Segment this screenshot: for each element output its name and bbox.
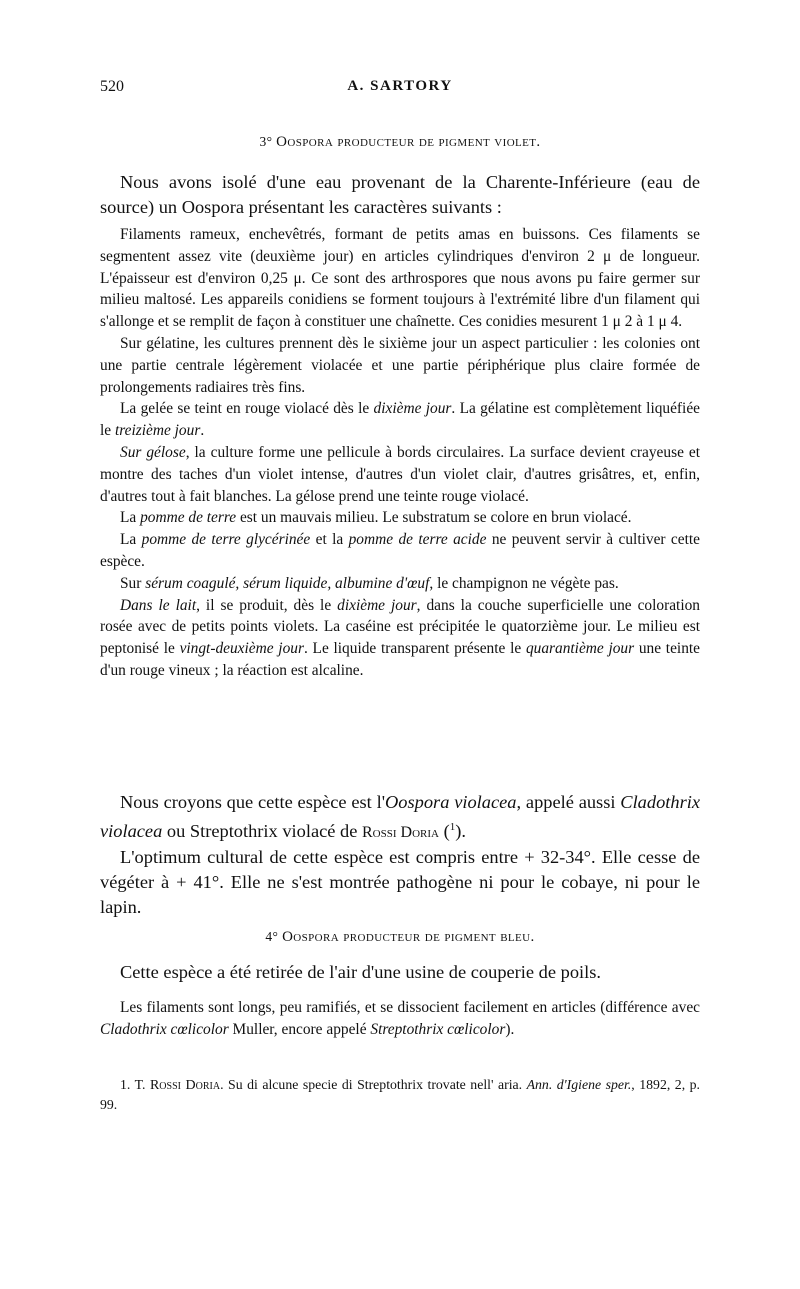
section-4-paragraph [100, 997, 700, 1041]
text: Les filaments sont longs, peu ramifiés, et se dissocient facilement en articles (différence avec [120, 999, 700, 1016]
section-4-title: Oospora producteur de pigment bleu. [282, 929, 535, 945]
section-3-heading [100, 134, 700, 151]
paragraph-pomme-glycerinee [100, 529, 700, 573]
page-number: 520 [100, 78, 124, 95]
section-3-intro: Nous avons isolé d'une eau provenant de la Charente-Inférieure (eau de source) un Oospora présentant les caractères suivants : [100, 172, 700, 217]
section-4-intro: Cette espèce a été retirée de l'air d'une usine de couperie de poils. [120, 962, 601, 982]
paragraph-pomme-de-terre [100, 507, 700, 529]
journal-title: Ann. d'Igiene sper. [526, 1077, 632, 1092]
italic-text: pomme de terre acide [348, 531, 487, 549]
italic-text: Oospora violacea [385, 792, 517, 812]
author-name: Rossi Doria [362, 824, 439, 842]
footnote-reference[interactable]: 1 [449, 821, 456, 833]
text: . La gélatine est complètement liquéfiée le [100, 400, 700, 440]
italic-text: dixième jour [373, 400, 452, 418]
text: La [120, 531, 142, 549]
text: ( [438, 821, 450, 842]
italic-text: Cladothrix violacea [100, 792, 700, 842]
text: La gelée se teint en rouge violacé dès le [120, 400, 374, 418]
text: , il se produit, dès le [196, 596, 338, 614]
text: . Le liquide transparent présente le [303, 640, 526, 658]
text: ne peuvent servir à cultiver cette espèce. [100, 531, 700, 570]
text: et la [310, 531, 349, 549]
text: ). [455, 821, 466, 842]
paragraph-gelatine: Sur gélatine, les cultures prennent dès le sixième jour un aspect particulier : les colonies ont une partie centrale légèrement violacée et une partie périphérique plus claire formée de prolongements radiaires très fins. [100, 334, 700, 396]
paragraph-gelose [100, 442, 700, 507]
text: Muller, encore appelé [228, 1020, 371, 1038]
text: ). [505, 1020, 515, 1038]
text: . Su di alcune specie di Streptothrix trovate nell' aria. [220, 1077, 527, 1092]
section-3-conclusion [100, 790, 700, 920]
footnote [100, 1075, 700, 1114]
section-3-title: Oospora producteur de pigment violet. [276, 134, 541, 150]
paragraph-serum [100, 573, 700, 595]
section-4-heading [100, 929, 700, 946]
italic-text: vingt-deuxième jour [179, 640, 304, 658]
text: La [120, 509, 141, 527]
section-3-description [100, 224, 700, 682]
italic-text: pomme de terre glycérinée [141, 531, 311, 549]
italic-text: treizième jour [114, 422, 201, 440]
text: , la culture forme une pellicule à bords circulaires. La surface devient crayeuse et montre des taches d'un violet intense, d'autres d'un violet clair, d'autres grisâtres, et, enfin, d'autres tout à fait blanches. La gélose prend une teinte rouge violacé. [100, 443, 700, 505]
section-3-number: 3° [259, 134, 273, 149]
italic-text: pomme de terre [140, 509, 237, 527]
text: est un mauvais milieu. Le substratum se colore en brun violacé. [236, 509, 632, 527]
italic-text: quarantième jour [525, 640, 635, 658]
footnote-number: 1. T. [120, 1077, 150, 1092]
text: une teinte d'un rouge vineux ; la réaction est alcaline. [100, 640, 700, 679]
paragraph-lait [100, 595, 700, 682]
paragraph-gelee [100, 398, 700, 442]
text: , le champignon ne végète pas. [429, 574, 619, 592]
italic-text: Streptothrix cœlicolor [370, 1020, 506, 1038]
paragraph-optimum: L'optimum cultural de cette espèce est compris entre + 32-34°. Elle cesse de végéter à + 41°. Elle ne s'est montrée pathogène ni pour le cobaye, ni pour le lapin. [100, 847, 700, 918]
italic-text: dixième jour [337, 596, 417, 614]
footnote-author: Rossi Doria [149, 1078, 221, 1093]
italic-text: Cladothrix cœlicolor [100, 1020, 229, 1038]
text: Nous croyons que cette espèce est l' [120, 792, 386, 812]
italic-text: Sur gélose [120, 443, 186, 461]
section-4-number: 4° [265, 929, 279, 944]
italic-text: Dans le lait [120, 596, 197, 614]
text: , dans la couche superficielle une coloration rosée avec de petits points violets. La caséine est précipitée le quatorzième jour. Le milieu est peptonisé le [100, 596, 700, 658]
text: , 1892, 2, p. 99. [100, 1077, 700, 1112]
text: Sur [120, 574, 146, 592]
paragraph-croyons [100, 790, 700, 845]
italic-text: sérum coagulé, sérum liquide, albumine d'œuf [145, 574, 430, 592]
page-header [0, 78, 800, 102]
paragraph-filaments: Filaments rameux, enchevêtrés, formant de petits amas en buissons. Ces filaments se segmentent assez vite (deuxième jour) en articles cylindriques d'environ 2 μ de longueur. L'épaisseur est d'environ 0,25 μ. Ce sont des arthrospores que nous avons pu faire germer sur milieu maltosé. Les appareils conidiens se forment toujours à l'extrémité libre d'un filament qui s'allonge et se remplit de façon à constituer une chaînette. Ces conidies mesurent 1 μ 2 à 1 μ 4. [100, 226, 700, 331]
text: , appelé aussi [516, 792, 621, 812]
text: ou Streptothrix violacé de [162, 821, 362, 842]
text: . [200, 422, 205, 440]
running-head: A. SARTORY [347, 78, 453, 94]
